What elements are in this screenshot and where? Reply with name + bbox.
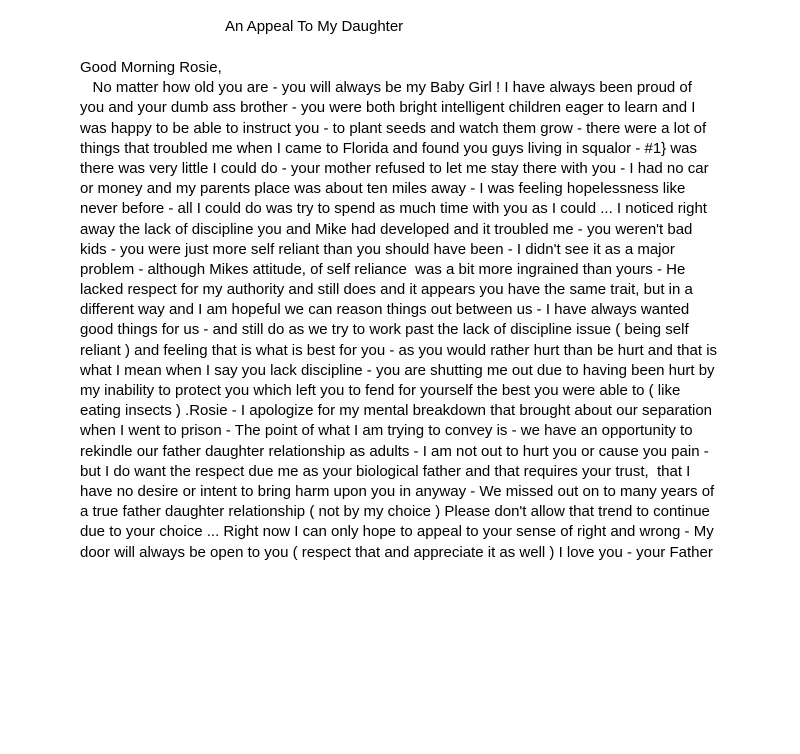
- letter-line: when I went to prison - The point of what I am trying to convey is - we have an opportunity to: [80, 422, 693, 440]
- letter-line: good things for us - and still do as we try to work past the lack of discipline issue ( being self: [80, 321, 689, 339]
- document-title: An Appeal To My Daughter: [225, 18, 404, 35]
- letter-line: there was very little I could do - your mother refused to let me stay there with you - I had no car: [80, 159, 709, 177]
- letter-line: eating insects ) .Rosie - I apologize for my mental breakdown that brought about our separation: [80, 402, 713, 420]
- letter-line: things that troubled me when I came to Florida and found you guys living in squalor - #1} was: [80, 139, 698, 157]
- letter-line: what I mean when I say you lack discipline - you are shutting me out due to having been hurt by: [80, 361, 715, 379]
- letter-line: have no desire or intent to bring harm upon you in anyway - We missed out on to many years of: [80, 482, 715, 500]
- letter-line: due to your choice ... Right now I can only hope to appeal to your sense of right and wrong - My: [80, 523, 714, 541]
- letter-line: but I do want the respect due me as your biological father and that requires your trust, that I: [80, 462, 691, 480]
- letter-line: different way and I am hopeful we can reason things out between us - I have always wanted: [80, 301, 690, 319]
- letter-line: a true father daughter relationship ( not by my choice ) Please don't allow that trend to continue: [80, 503, 710, 521]
- letter-line: my inability to protect you which left you to fend for yourself the best you were able to ( like: [80, 382, 681, 399]
- letter-body: [80, 58, 740, 563]
- letter-line: away the lack of discipline you and Mike had developed and it troubled me - you weren't bad: [80, 220, 693, 238]
- letter-line: was happy to be able to instruct you - to plant seeds and watch them grow - there were a lot of: [80, 119, 707, 137]
- letter-line: door will always be open to you ( respect that and appreciate it as well ) I love you - your Father: [80, 543, 713, 561]
- letter-line: reliant ) and feeling that is what is best for you - as you would rather hurt than be hurt and that is: [80, 341, 718, 359]
- letter-line: you and your dumb ass brother - you were both bright intelligent children eager to learn and I: [80, 99, 696, 117]
- letter-line: rekindle our father daughter relationship as adults - I am not out to hurt you or cause you pain -: [80, 442, 709, 460]
- letter-line: lacked respect for my authority and still does and it appears you have the same trait, but in a: [80, 281, 693, 299]
- letter-line: kids - you were just more self reliant than you should have been - I didn't see it as a major: [80, 240, 675, 258]
- letter-line: Good Morning Rosie,: [80, 59, 222, 76]
- letter-line: never before - all I could do was try to spend as much time with you as I could ... I noticed right: [80, 200, 707, 218]
- letter-line: No matter how old you are - you will always be my Baby Girl ! I have always been proud of: [80, 79, 692, 97]
- letter-line: or money and my parents place was about ten miles away - I was feeling hopelessness like: [80, 180, 686, 198]
- letter-line: problem - although Mikes attitude, of self reliance was a bit more ingrained than yours - He: [80, 260, 686, 278]
